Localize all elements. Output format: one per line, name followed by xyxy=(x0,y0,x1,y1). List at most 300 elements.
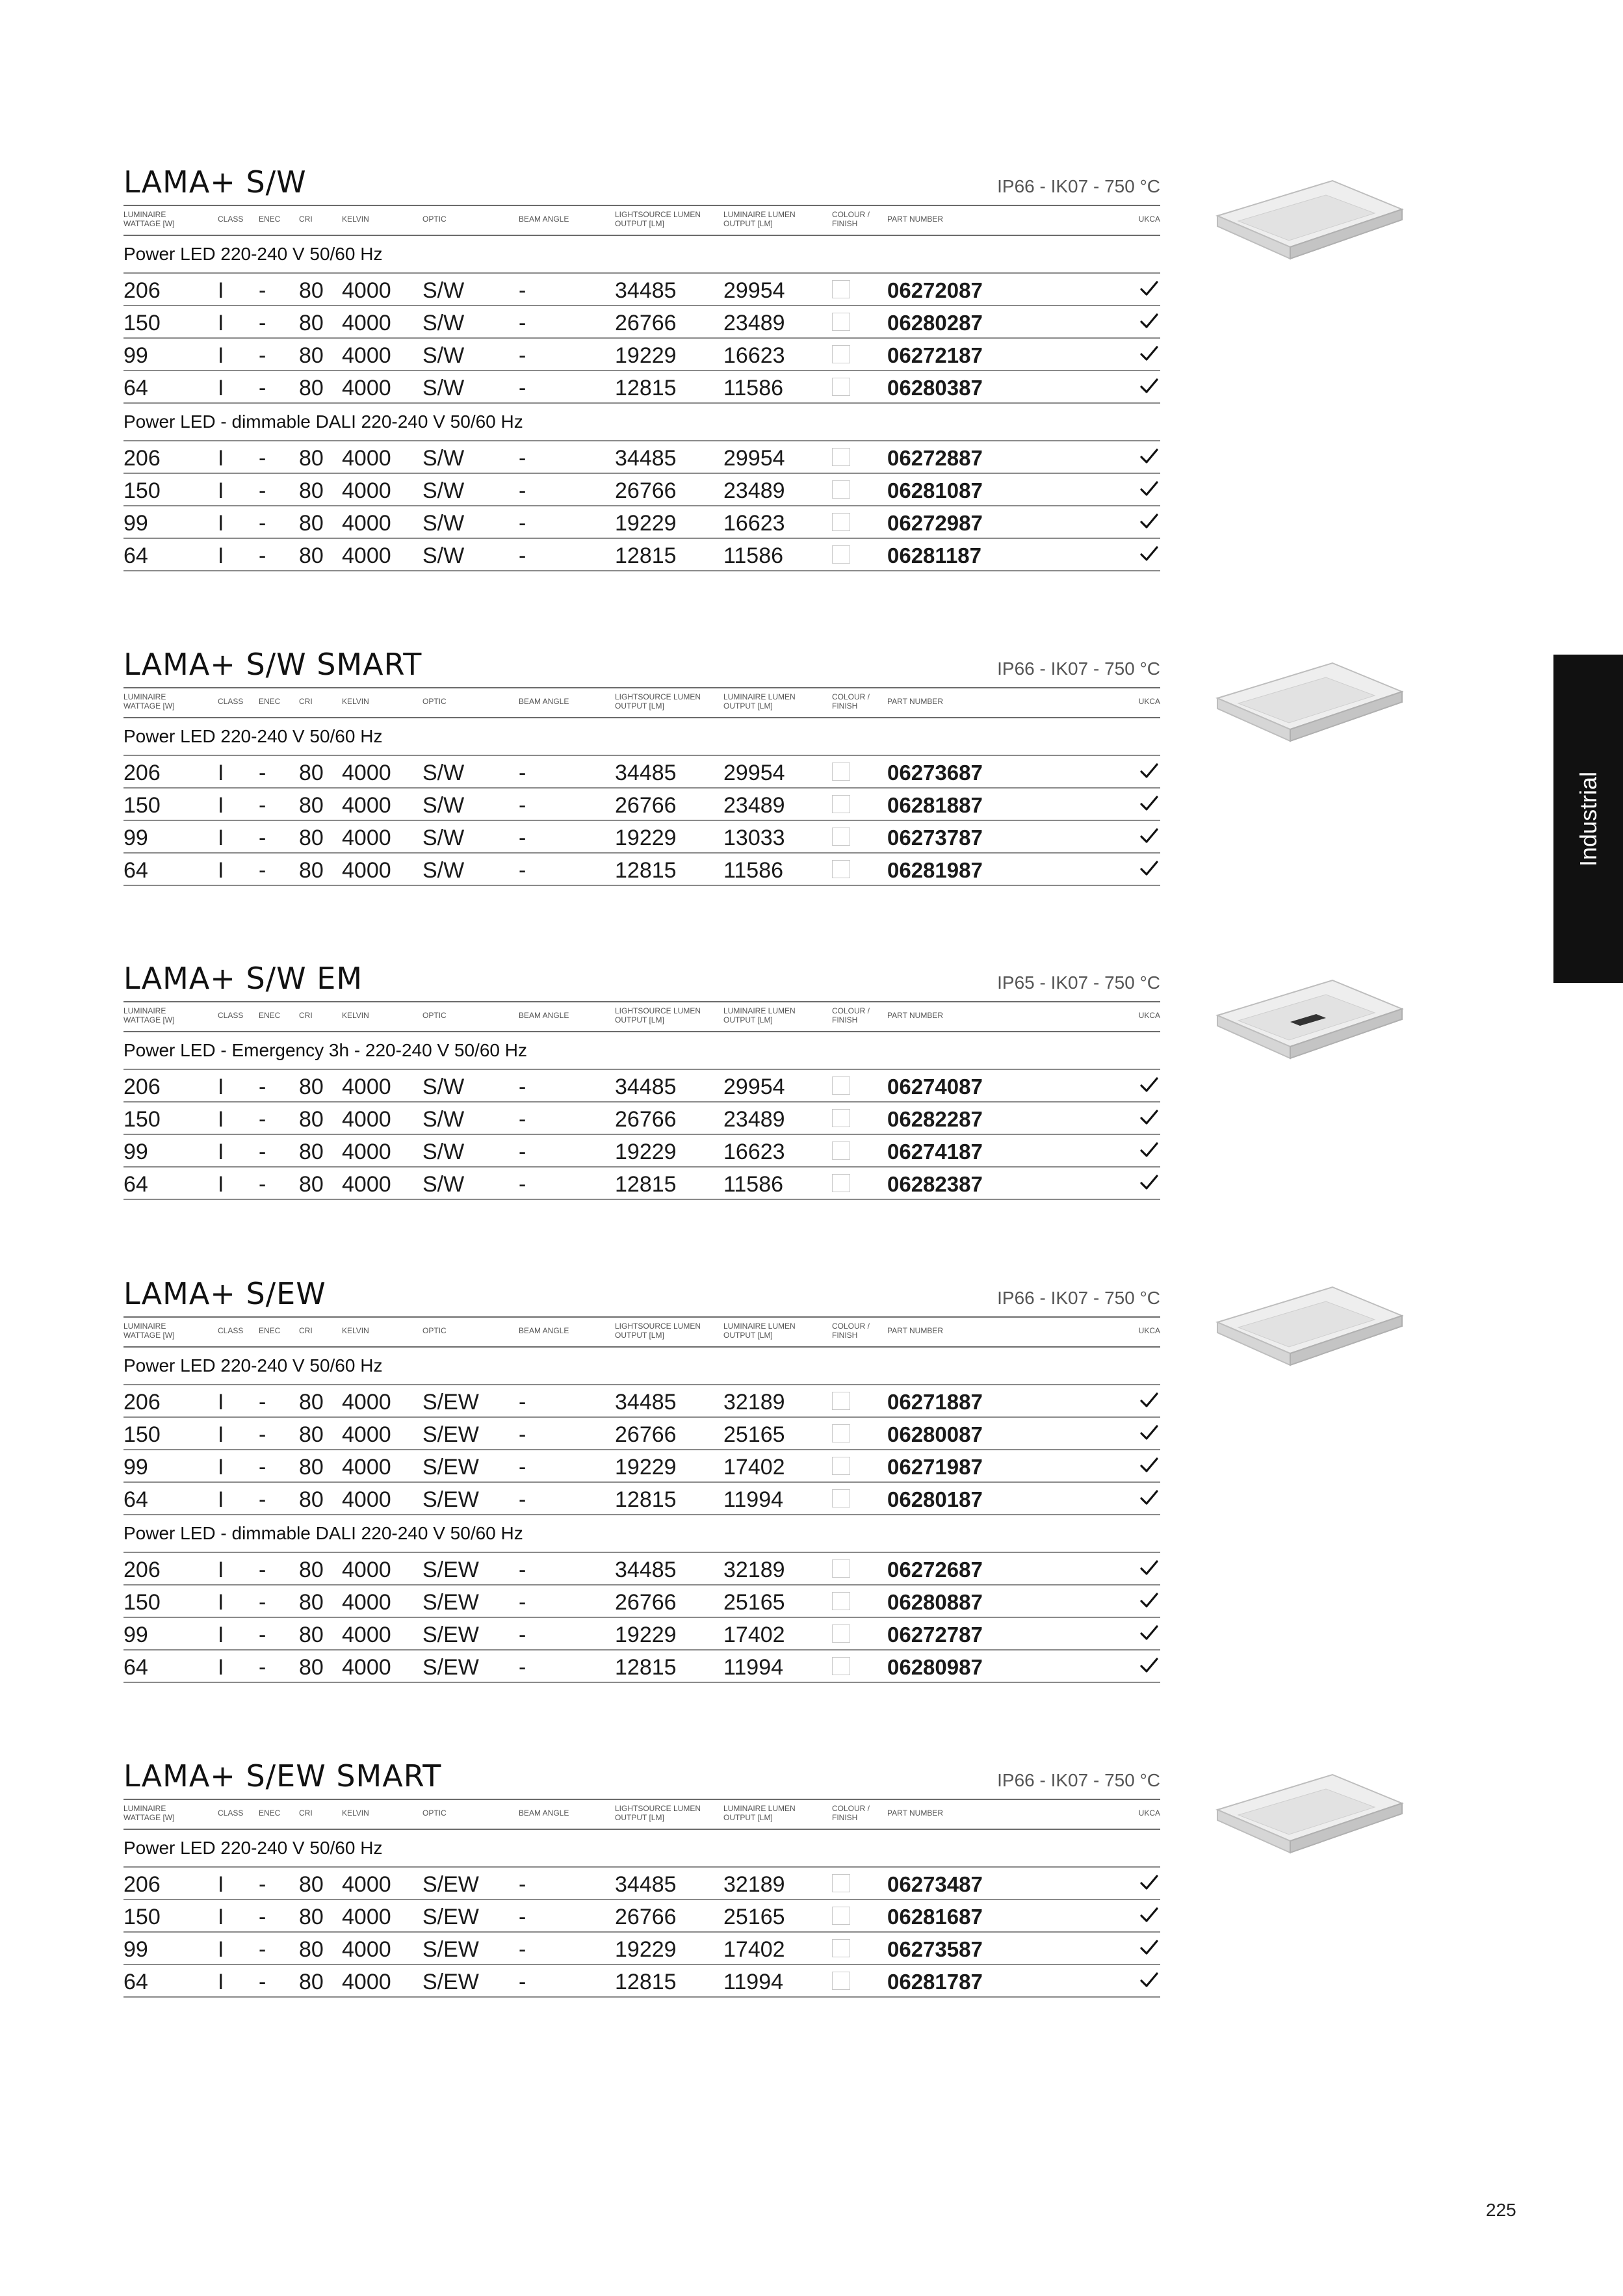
table-cell: I xyxy=(218,311,224,335)
column-header-line: LIGHTSOURCE LUMEN xyxy=(615,1804,701,1813)
colour-swatch xyxy=(832,1939,850,1957)
product-image xyxy=(1212,176,1407,267)
table-cell: 4000 xyxy=(342,1390,391,1415)
table-cell: S/EW xyxy=(422,1970,479,1994)
table-cell: I xyxy=(218,761,224,785)
table-cell: - xyxy=(259,478,266,503)
table-row xyxy=(123,1102,1160,1135)
table-cell: 26766 xyxy=(615,311,677,335)
column-header-colour xyxy=(832,210,870,228)
column-header-line: OUTPUT [LM] xyxy=(615,1331,664,1340)
table-cell: S/W xyxy=(422,1172,465,1197)
protection-rating: IP65 - IK07 - 750 °C xyxy=(997,972,1160,993)
table-cell: I xyxy=(218,826,224,850)
column-header-line: OUTPUT [LM] xyxy=(723,701,773,711)
ukca-check-icon xyxy=(1139,1390,1159,1410)
table-cell: 4000 xyxy=(342,1422,391,1447)
table-cell: 19229 xyxy=(615,826,677,850)
table-cell: I xyxy=(218,1172,224,1197)
table-cell: - xyxy=(519,1937,526,1962)
table-cell: 4000 xyxy=(342,826,391,850)
table-cell: 99 xyxy=(123,511,148,536)
colour-swatch xyxy=(832,513,850,531)
table-cell: - xyxy=(259,826,266,850)
column-header-part: PART NUMBER xyxy=(887,1326,944,1335)
table-cell: 4000 xyxy=(342,311,391,335)
table-cell: 29954 xyxy=(723,446,785,471)
ukca-check-icon xyxy=(1139,1423,1159,1442)
ukca-check-icon xyxy=(1139,1488,1159,1507)
table-cell: 80 xyxy=(299,376,324,400)
column-header-wattage xyxy=(123,1006,174,1024)
product-image xyxy=(1212,975,1407,1066)
column-header-line: OUTPUT [LM] xyxy=(615,701,664,711)
table-cell: I xyxy=(218,511,224,536)
column-header-wattage xyxy=(123,1804,174,1822)
column-header-line: LUMINAIRE xyxy=(123,1804,166,1813)
protection-rating: IP66 - IK07 - 750 °C xyxy=(997,1288,1160,1308)
table-cell: 16623 xyxy=(723,1140,785,1164)
table-cell: I xyxy=(218,376,224,400)
column-header-row xyxy=(123,1316,1160,1348)
column-header-line: OUTPUT [LM] xyxy=(615,219,664,228)
part-number: 06282287 xyxy=(887,1107,983,1131)
column-header-line: LUMINAIRE xyxy=(123,692,166,701)
table-cell: - xyxy=(519,1623,526,1647)
table-cell: 25165 xyxy=(723,1905,785,1929)
table-cell: 4000 xyxy=(342,761,391,785)
table-cell: I xyxy=(218,343,224,368)
column-header-line: LUMINAIRE xyxy=(123,1322,166,1331)
column-header-line: COLOUR / xyxy=(832,692,870,701)
product-section xyxy=(123,1753,1160,1998)
table-cell: - xyxy=(519,478,526,503)
table-cell: S/EW xyxy=(422,1872,479,1897)
table-cell: 19229 xyxy=(615,343,677,368)
table-cell: S/W xyxy=(422,858,465,883)
column-header-ls-lumen xyxy=(615,1006,701,1024)
column-header-ls-lumen xyxy=(615,210,701,228)
product-section xyxy=(123,1271,1160,1683)
table-cell: 19229 xyxy=(615,1455,677,1480)
colour-swatch xyxy=(832,1174,850,1192)
table-cell: - xyxy=(519,1140,526,1164)
table-cell: - xyxy=(259,1140,266,1164)
ukca-check-icon xyxy=(1139,794,1159,813)
part-number: 06273587 xyxy=(887,1937,983,1961)
product-title: LAMA+ S/EW xyxy=(123,1276,326,1311)
column-header-line: COLOUR / xyxy=(832,1006,870,1015)
power-group-label: Power LED - dimmable DALI 220-240 V 50/60 Hz xyxy=(123,1515,1160,1553)
table-cell: 4000 xyxy=(342,446,391,471)
table-cell: 17402 xyxy=(723,1623,785,1647)
table-cell: 12815 xyxy=(615,1487,677,1512)
column-header-optic: OPTIC xyxy=(422,697,447,706)
table-cell: - xyxy=(519,1172,526,1197)
table-cell: 80 xyxy=(299,1140,324,1164)
table-cell: 34485 xyxy=(615,446,677,471)
part-number: 06281987 xyxy=(887,858,983,882)
section-header xyxy=(123,1271,1160,1316)
table-cell: 4000 xyxy=(342,511,391,536)
table-cell: S/W xyxy=(422,1075,465,1099)
table-cell: - xyxy=(519,761,526,785)
table-cell: 64 xyxy=(123,376,148,400)
column-header-optic: OPTIC xyxy=(422,215,447,224)
table-cell: - xyxy=(259,1590,266,1615)
table-row xyxy=(123,1450,1160,1483)
part-number: 06272687 xyxy=(887,1558,983,1582)
ukca-check-icon xyxy=(1139,859,1159,878)
table-cell: 32189 xyxy=(723,1390,785,1415)
table-cell: S/EW xyxy=(422,1422,479,1447)
column-header-colour xyxy=(832,1006,870,1024)
table-cell: 25165 xyxy=(723,1590,785,1615)
table-cell: - xyxy=(259,376,266,400)
colour-swatch xyxy=(832,1392,850,1410)
column-header-part: PART NUMBER xyxy=(887,215,944,224)
table-cell: S/EW xyxy=(422,1623,479,1647)
table-row xyxy=(123,371,1160,404)
table-row xyxy=(123,1168,1160,1200)
table-cell: 80 xyxy=(299,1075,324,1099)
colour-swatch xyxy=(832,1141,850,1160)
table-cell: 23489 xyxy=(723,311,785,335)
table-cell: 11994 xyxy=(723,1970,784,1994)
colour-swatch xyxy=(832,795,850,813)
ukca-check-icon xyxy=(1139,544,1159,564)
column-header-class: CLASS xyxy=(218,697,244,706)
colour-swatch xyxy=(832,1076,850,1095)
table-cell: 150 xyxy=(123,1905,161,1929)
page-number: 225 xyxy=(1486,2200,1516,2220)
section-header xyxy=(123,642,1160,687)
column-header-optic: OPTIC xyxy=(422,1011,447,1020)
part-number: 06281687 xyxy=(887,1905,983,1929)
ukca-check-icon xyxy=(1139,1873,1159,1892)
column-header-line: FINISH xyxy=(832,219,858,228)
table-row xyxy=(123,474,1160,506)
table-cell: 80 xyxy=(299,826,324,850)
ukca-check-icon xyxy=(1139,479,1159,499)
column-header-line: FINISH xyxy=(832,1015,858,1024)
column-header-ukca: UKCA xyxy=(1138,1326,1160,1335)
column-header-class: CLASS xyxy=(218,1011,244,1020)
ukca-check-icon xyxy=(1139,1140,1159,1160)
table-cell: 150 xyxy=(123,1107,161,1132)
table-cell: 34485 xyxy=(615,1872,677,1897)
part-number: 06273687 xyxy=(887,761,983,785)
column-header-ukca: UKCA xyxy=(1138,215,1160,224)
table-cell: 11586 xyxy=(723,858,784,883)
table-row xyxy=(123,1553,1160,1585)
part-number: 06273787 xyxy=(887,826,983,850)
colour-swatch xyxy=(832,1624,850,1643)
ukca-check-icon xyxy=(1139,1656,1159,1675)
table-cell: 150 xyxy=(123,311,161,335)
table-cell: 4000 xyxy=(342,793,391,818)
column-header-beam: BEAM ANGLE xyxy=(519,1326,569,1335)
table-cell: 80 xyxy=(299,1623,324,1647)
table-cell: 150 xyxy=(123,1590,161,1615)
section-header xyxy=(123,956,1160,1001)
table-cell: 4000 xyxy=(342,1970,391,1994)
ukca-check-icon xyxy=(1139,1075,1159,1095)
table-cell: 12815 xyxy=(615,858,677,883)
table-row xyxy=(123,1618,1160,1650)
table-cell: 26766 xyxy=(615,1107,677,1132)
table-cell: 34485 xyxy=(615,278,677,303)
table-cell: 4000 xyxy=(342,1487,391,1512)
table-cell: 80 xyxy=(299,543,324,568)
ukca-check-icon xyxy=(1139,1173,1159,1192)
table-row xyxy=(123,1933,1160,1965)
column-header-line: OUTPUT [LM] xyxy=(723,1015,773,1024)
part-number: 06281087 xyxy=(887,478,983,502)
table-cell: - xyxy=(259,1422,266,1447)
power-group-label: Power LED - dimmable DALI 220-240 V 50/60 Hz xyxy=(123,404,1160,441)
table-cell: 26766 xyxy=(615,793,677,818)
column-header-line: FINISH xyxy=(832,701,858,711)
table-cell: S/EW xyxy=(422,1590,479,1615)
table-cell: 4000 xyxy=(342,1905,391,1929)
table-cell: 19229 xyxy=(615,511,677,536)
table-cell: - xyxy=(259,1655,266,1680)
table-cell: 17402 xyxy=(723,1455,785,1480)
table-cell: - xyxy=(519,1075,526,1099)
table-cell: 99 xyxy=(123,1140,148,1164)
column-header-line: COLOUR / xyxy=(832,210,870,219)
table-cell: 80 xyxy=(299,311,324,335)
table-cell: - xyxy=(259,1623,266,1647)
table-row xyxy=(123,1385,1160,1418)
ukca-check-icon xyxy=(1139,1108,1159,1127)
column-header-beam: BEAM ANGLE xyxy=(519,215,569,224)
table-cell: - xyxy=(519,1590,526,1615)
table-cell: 206 xyxy=(123,1558,161,1582)
column-header-enec: ENEC xyxy=(259,1808,281,1818)
table-cell: I xyxy=(218,793,224,818)
table-cell: I xyxy=(218,1422,224,1447)
column-header-class: CLASS xyxy=(218,1326,244,1335)
table-cell: 25165 xyxy=(723,1422,785,1447)
column-header-line: OUTPUT [LM] xyxy=(615,1015,664,1024)
table-cell: 80 xyxy=(299,446,324,471)
column-header-cri: CRI xyxy=(299,1326,313,1335)
table-row xyxy=(123,756,1160,789)
ukca-check-icon xyxy=(1139,1455,1159,1475)
table-cell: 4000 xyxy=(342,543,391,568)
protection-rating: IP66 - IK07 - 750 °C xyxy=(997,176,1160,196)
table-cell: - xyxy=(259,1455,266,1480)
table-row xyxy=(123,1965,1160,1998)
table-cell: - xyxy=(259,793,266,818)
part-number: 06281787 xyxy=(887,1970,983,1994)
table-row xyxy=(123,789,1160,821)
table-cell: 80 xyxy=(299,1937,324,1962)
table-cell: - xyxy=(519,1558,526,1582)
column-header-ukca: UKCA xyxy=(1138,697,1160,706)
table-cell: 206 xyxy=(123,1872,161,1897)
table-cell: I xyxy=(218,1107,224,1132)
ukca-check-icon xyxy=(1139,761,1159,781)
table-row xyxy=(123,539,1160,571)
power-group-label: Power LED - Emergency 3h - 220-240 V 50/60 Hz xyxy=(123,1032,1160,1070)
table-row xyxy=(123,854,1160,886)
part-number: 06271987 xyxy=(887,1455,983,1479)
table-cell: - xyxy=(519,1455,526,1480)
table-cell: S/W xyxy=(422,793,465,818)
table-cell: 80 xyxy=(299,478,324,503)
table-row xyxy=(123,274,1160,306)
product-title: LAMA+ S/EW SMART xyxy=(123,1758,442,1794)
part-number: 06273487 xyxy=(887,1872,983,1896)
table-cell: 4000 xyxy=(342,376,391,400)
column-header-colour xyxy=(832,1804,870,1822)
table-row xyxy=(123,1483,1160,1515)
colour-swatch xyxy=(832,1109,850,1127)
table-cell: - xyxy=(259,1937,266,1962)
product-image xyxy=(1212,1769,1407,1860)
column-header-line: LUMINAIRE LUMEN xyxy=(723,1322,796,1331)
ukca-check-icon xyxy=(1139,1970,1159,1990)
column-header-cri: CRI xyxy=(299,215,313,224)
table-cell: - xyxy=(519,446,526,471)
table-cell: I xyxy=(218,1558,224,1582)
table-cell: - xyxy=(259,1172,266,1197)
power-group-label: Power LED 220-240 V 50/60 Hz xyxy=(123,718,1160,756)
ukca-check-icon xyxy=(1139,1623,1159,1643)
column-header-wattage xyxy=(123,692,174,711)
table-cell: - xyxy=(259,1558,266,1582)
table-cell: - xyxy=(259,278,266,303)
table-cell: 80 xyxy=(299,761,324,785)
table-cell: 64 xyxy=(123,1487,148,1512)
table-cell: I xyxy=(218,446,224,471)
column-header-lum-lumen xyxy=(723,210,796,228)
column-header-line: LIGHTSOURCE LUMEN xyxy=(615,210,701,219)
part-number: 06281887 xyxy=(887,793,983,817)
table-cell: 80 xyxy=(299,1107,324,1132)
column-header-lum-lumen xyxy=(723,692,796,711)
table-cell: 12815 xyxy=(615,1172,677,1197)
table-cell: 4000 xyxy=(342,478,391,503)
colour-swatch xyxy=(832,1874,850,1892)
table-cell: S/W xyxy=(422,478,465,503)
table-cell: 4000 xyxy=(342,1455,391,1480)
column-header-line: LUMINAIRE LUMEN xyxy=(723,1006,796,1015)
table-row xyxy=(123,1900,1160,1933)
table-cell: 12815 xyxy=(615,376,677,400)
table-cell: S/W xyxy=(422,1140,465,1164)
column-header-line: COLOUR / xyxy=(832,1804,870,1813)
table-cell: S/W xyxy=(422,376,465,400)
table-cell: 4000 xyxy=(342,1872,391,1897)
part-number: 06272887 xyxy=(887,446,983,470)
column-header-wattage xyxy=(123,1322,174,1340)
column-header-beam: BEAM ANGLE xyxy=(519,697,569,706)
part-number: 06280287 xyxy=(887,311,983,335)
table-cell: 80 xyxy=(299,1172,324,1197)
table-cell: 150 xyxy=(123,1422,161,1447)
ukca-check-icon xyxy=(1139,376,1159,396)
part-number: 06280887 xyxy=(887,1590,983,1614)
table-cell: 4000 xyxy=(342,1937,391,1962)
column-header-colour xyxy=(832,1322,870,1340)
table-cell: 206 xyxy=(123,1390,161,1415)
table-cell: 99 xyxy=(123,1937,148,1962)
product-section xyxy=(123,159,1160,571)
table-cell: 19229 xyxy=(615,1937,677,1962)
colour-swatch xyxy=(832,1972,850,1990)
column-header-line: FINISH xyxy=(832,1331,858,1340)
colour-swatch xyxy=(832,448,850,466)
part-number: 06272087 xyxy=(887,278,983,302)
table-cell: - xyxy=(519,1905,526,1929)
column-header-row xyxy=(123,1001,1160,1032)
table-row xyxy=(123,821,1160,854)
table-cell: 80 xyxy=(299,1590,324,1615)
table-cell: I xyxy=(218,858,224,883)
table-cell: S/W xyxy=(422,278,465,303)
column-header-line: WATTAGE [W] xyxy=(123,1331,175,1340)
table-cell: 12815 xyxy=(615,1655,677,1680)
table-row xyxy=(123,339,1160,371)
table-cell: - xyxy=(519,543,526,568)
table-cell: 29954 xyxy=(723,761,785,785)
column-header-ls-lumen xyxy=(615,1804,701,1822)
colour-swatch xyxy=(832,480,850,499)
table-cell: 11586 xyxy=(723,376,784,400)
column-header-line: LUMINAIRE LUMEN xyxy=(723,210,796,219)
table-cell: 99 xyxy=(123,343,148,368)
column-header-line: LUMINAIRE LUMEN xyxy=(723,692,796,701)
column-header-optic: OPTIC xyxy=(422,1326,447,1335)
table-cell: 32189 xyxy=(723,1558,785,1582)
column-header-line: OUTPUT [LM] xyxy=(615,1813,664,1822)
table-cell: - xyxy=(259,1075,266,1099)
column-header-ls-lumen xyxy=(615,1322,701,1340)
table-cell: - xyxy=(519,343,526,368)
table-cell: S/EW xyxy=(422,1655,479,1680)
side-tab-label: Industrial xyxy=(1574,771,1602,867)
ukca-check-icon xyxy=(1139,512,1159,531)
table-cell: S/W xyxy=(422,343,465,368)
section-header xyxy=(123,1753,1160,1799)
column-header-class: CLASS xyxy=(218,1808,244,1818)
table-cell: I xyxy=(218,1390,224,1415)
table-cell: 80 xyxy=(299,1905,324,1929)
table-cell: 11994 xyxy=(723,1487,784,1512)
column-header-line: LIGHTSOURCE LUMEN xyxy=(615,692,701,701)
table-cell: 16623 xyxy=(723,343,785,368)
table-cell: 16623 xyxy=(723,511,785,536)
table-cell: 80 xyxy=(299,1655,324,1680)
table-cell: 34485 xyxy=(615,1390,677,1415)
product-title: LAMA+ S/W EM xyxy=(123,961,363,996)
table-cell: - xyxy=(519,1487,526,1512)
table-cell: 4000 xyxy=(342,1172,391,1197)
table-cell: 4000 xyxy=(342,1623,391,1647)
table-cell: S/EW xyxy=(422,1487,479,1512)
table-cell: I xyxy=(218,1655,224,1680)
column-header-kelvin: KELVIN xyxy=(342,1326,369,1335)
column-header-colour xyxy=(832,692,870,711)
part-number: 06280087 xyxy=(887,1422,983,1446)
table-cell: - xyxy=(259,511,266,536)
power-group-label: Power LED 220-240 V 50/60 Hz xyxy=(123,236,1160,274)
column-header-kelvin: KELVIN xyxy=(342,215,369,224)
